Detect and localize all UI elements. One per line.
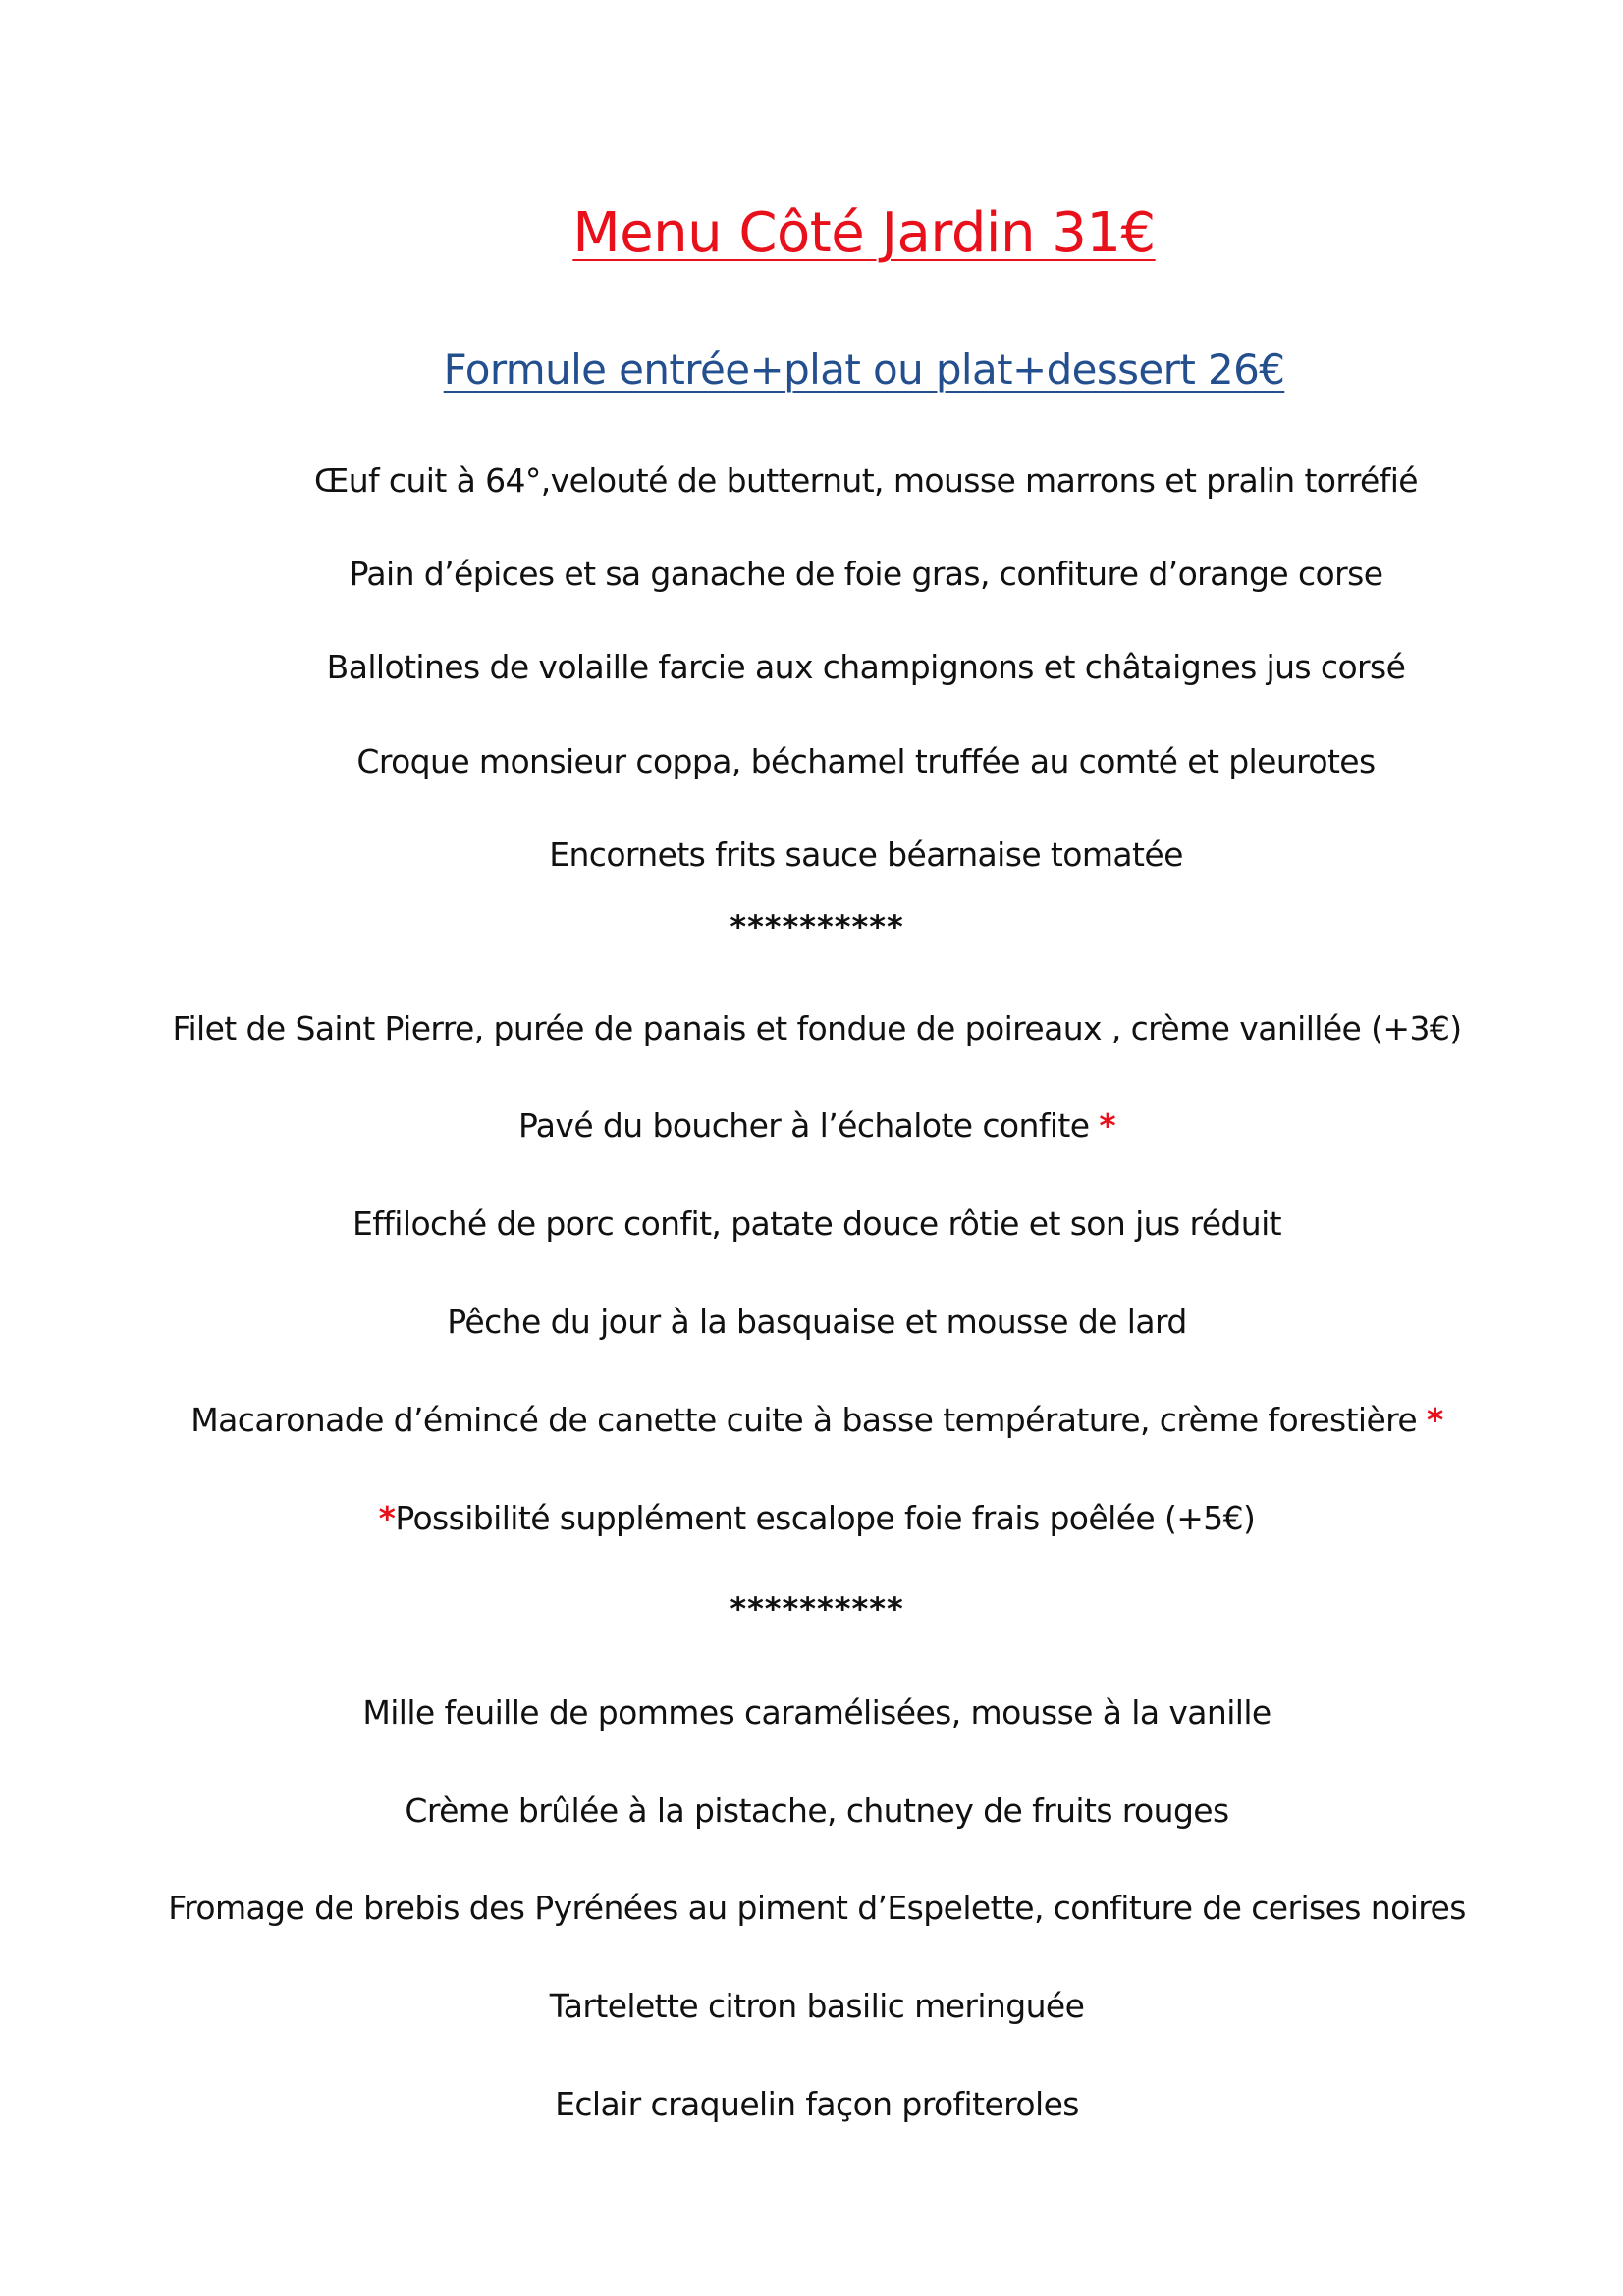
menu-title: Menu Côté Jardin 31€ [572,201,1156,265]
supplement-asterisk: * [378,1499,396,1537]
main-item-text: Pavé du boucher à l’échalote confite [517,1106,1100,1145]
main-item: Effiloché de porc confit, patate douce rôtie et son jus réduit [352,1204,1281,1243]
main-item [518,1106,1115,1145]
main-item: Filet de Saint Pierre, purée de panais et fondue de poireaux , crème vanillée (+3€) [172,1009,1462,1047]
formula-subtitle: Formule entrée+plat ou plat+dessert 26€ [443,346,1285,394]
main-item [190,1401,1442,1439]
dessert-item: Crème brûlée à la pistache, chutney de fruits rouges [405,1791,1229,1830]
section-separator: ********** [730,908,904,945]
main-item: Pêche du jour à la basquaise et mousse de lard [447,1303,1187,1341]
supplement-note-text: Possibilité supplément escalope foie frais poêlée (+5€) [395,1499,1256,1537]
dessert-item: Fromage de brebis des Pyrénées au piment d’Espelette, confiture de cerises noires [168,1889,1466,1927]
supplement-asterisk: * [1099,1106,1116,1145]
supplement-asterisk: * [1427,1401,1443,1439]
section-separator: ********** [730,1590,904,1628]
dessert-item: Tartelette citron basilic meringuée [549,1987,1085,2025]
supplement-note [379,1499,1256,1537]
starter-item: Ballotines de volaille farcie aux champignons et châtaignes jus corsé [326,648,1406,686]
starter-item: Œuf cuit à 64°,velouté de butternut, mousse marrons et pralin torréfié [313,461,1419,500]
main-item-text: Macaronade d’émincé de canette cuite à basse température, crème forestière [190,1401,1428,1439]
starter-item: Croque monsieur coppa, béchamel truffée au comté et pleurotes [356,742,1376,780]
dessert-item: Mille feuille de pommes caramélisées, mousse à la vanille [362,1693,1271,1732]
starter-item: Encornets frits sauce béarnaise tomatée [549,835,1183,874]
starter-item: Pain d’épices et sa ganache de foie gras, confiture d’orange corse [349,555,1383,593]
dessert-item: Eclair craquelin façon profiteroles [555,2085,1079,2123]
